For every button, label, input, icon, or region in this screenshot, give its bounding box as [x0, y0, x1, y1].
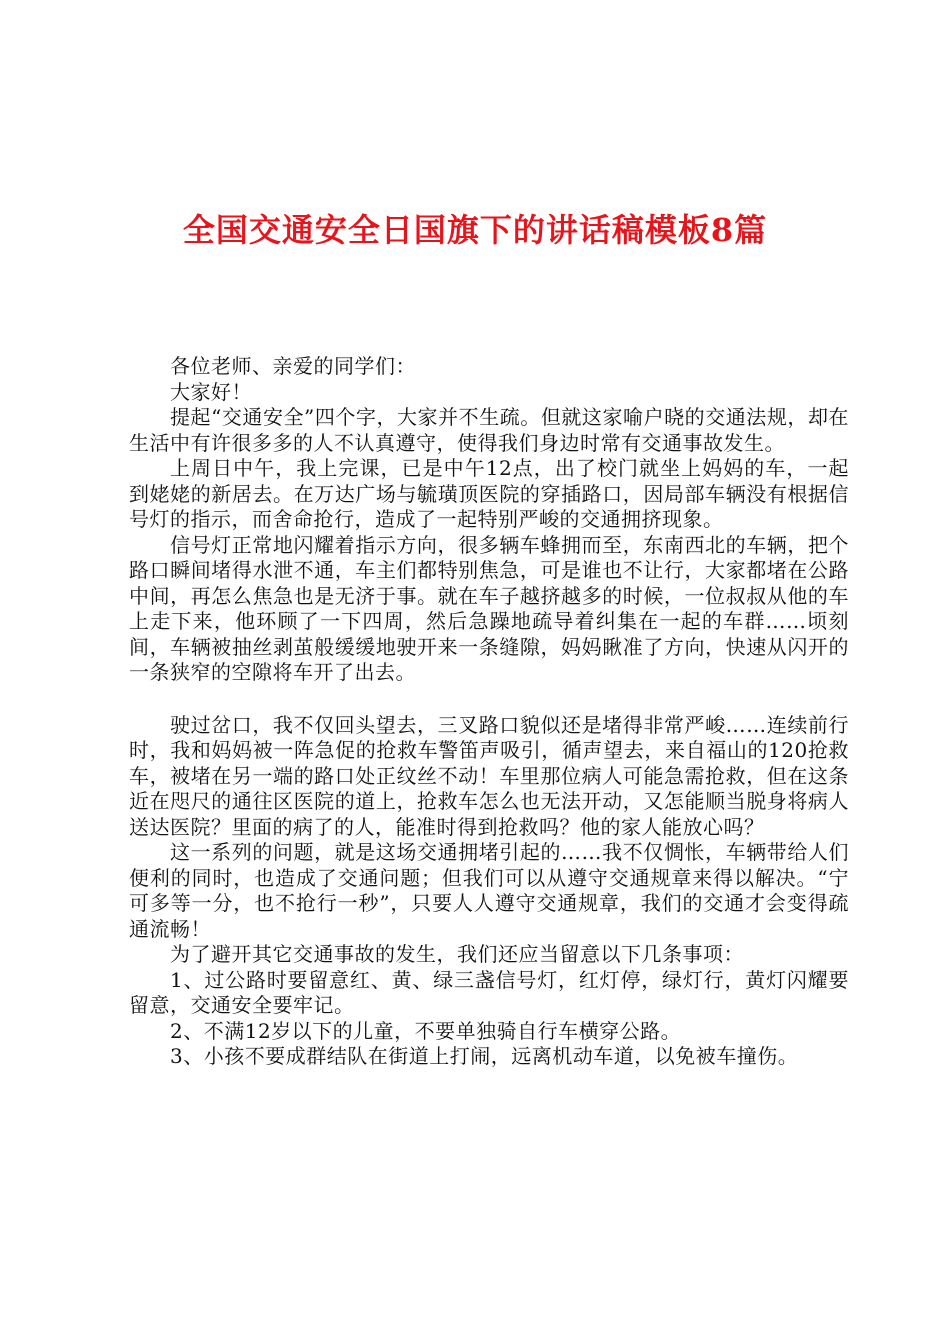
list-item: 2、不满12岁以下的儿童，不要单独骑自行车横穿公路。: [170, 1018, 682, 1043]
document-body: [129, 354, 849, 1070]
paragraph: 驶过岔口，我不仅回头望去，三叉路口貌似还是堵得非常严峻……连续前行时，我和妈妈被一阵急促的抢救车警笛声吸引，循声望去，来自福山的120抢救车，被堵在另一端的路口处正纹丝不动！车里那位病人可能急需抢救，但在这条近在咫尺的通往区医院的道上，抢救车怎么也无法开动，又怎能顺当脱身将病人送达医院？里面的病了的人，能准时得到抢救吗？他的家人能放心吗？: [129, 712, 849, 839]
paragraph: 上周日中午，我上完课，已是中午12点，出了校门就坐上妈妈的车，一起到姥姥的新居去。在万达广场与毓璜顶医院的穿插路口，因局部车辆没有根据信号灯的指示，而舍命抢行，造成了一起特别严峻的交通拥挤现象。: [129, 456, 849, 531]
paragraph: 提起“交通安全”四个字，大家并不生疏。但就这家喻户晓的交通法规，却在生活中有许很多多的人不认真遵守，使得我们身边时常有交通事故发生。: [129, 405, 849, 455]
list-item: 3、小孩不要成群结队在街道上打闹，远离机动车道，以免被车撞伤。: [170, 1044, 799, 1068]
paragraph-greeting: 大家好！: [170, 379, 252, 404]
document-title: 全国交通安全日国旗下的讲话稿模板8篇: [182, 211, 768, 249]
paragraph-salutation: 各位老师、亲爱的同学们：: [170, 354, 416, 378]
paragraph: 这一系列的问题，就是这场交通拥堵引起的……我不仅惆怅，车辆带给人们便利的同时，也造成了交通问题；但我们可以从遵守交通规章来得以解决。“宁可多等一分，也不抢行一秒”，只要人人遵守交通规章，我们的交通才会变得疏通流畅！: [129, 840, 849, 941]
paragraph: 为了避开其它交通事故的发生，我们还应当留意以下几条事项：: [170, 942, 744, 966]
paragraph: 信号灯正常地闪耀着指示方向，很多辆车蜂拥而至，东南西北的车辆，把个路口瞬间堵得水泄不通，车主们都特别焦急，可是谁也不让行，大家都堵在公路中间，再怎么焦急也是无济于事。就在车子越挤越多的时候，一位叔叔从他的车上走下来，他环顾了一下四周，然后急躁地疏导着纠集在一起的车群……顷刻间，车辆被抽丝剥茧般缓缓地驶开来一条缝隙，妈妈瞅准了方向，快速从闪开的一条狭窄的空隙将车开了出去。: [129, 532, 849, 684]
list-item: 1、过公路时要留意红、黄、绿三盏信号灯，红灯停，绿灯行，黄灯闪耀要留意，交通安全要牢记。: [129, 967, 849, 1017]
